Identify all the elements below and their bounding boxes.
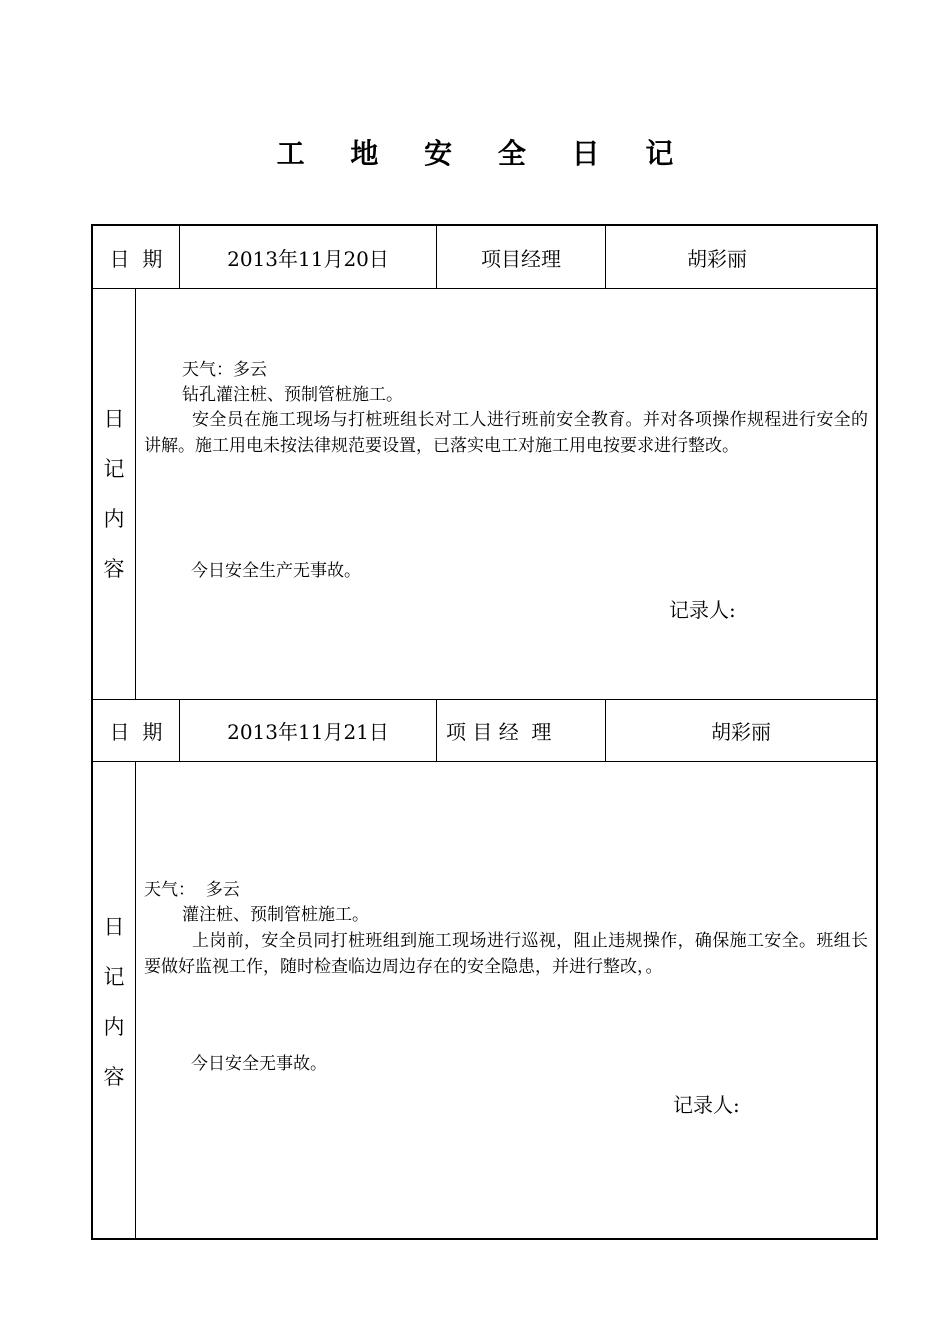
content-label-char: 内	[103, 1015, 125, 1039]
content-label	[93, 394, 135, 594]
content-label-char: 日	[103, 915, 125, 939]
manager-value: 胡彩丽	[711, 719, 771, 744]
work-text: 钻孔灌注桩、预制管桩施工。	[182, 385, 403, 405]
diary-table	[91, 224, 878, 1240]
page-title: 工 地 安 全 日 记	[276, 137, 692, 170]
summary-text: 今日安全生产无事故。	[191, 561, 361, 581]
row-divider	[93, 761, 876, 762]
recorder-label: 记录人:	[669, 598, 736, 622]
col-divider	[436, 699, 437, 761]
content-label-char: 容	[103, 557, 125, 581]
content-label-char: 容	[103, 1065, 125, 1089]
details-text: 安全员在施工现场与打桩班组长对工人进行班前安全教育。并对各项操作规程进行安全的讲解。施工用电未按法律规范要设置，已落实电工对施工用电按要求进行整改。	[144, 410, 868, 456]
summary-text: 今日安全无事故。	[191, 1054, 327, 1074]
content-label-char: 记	[103, 965, 125, 989]
weather-text: 天气：多云	[182, 360, 267, 380]
content-label-char: 内	[103, 507, 125, 531]
date-value: 2013年11月21日	[227, 719, 389, 744]
date-value: 2013年11月20日	[227, 246, 389, 271]
manager-value: 胡彩丽	[687, 246, 747, 271]
content-label	[93, 902, 135, 1102]
recorder-label: 记录人:	[673, 1093, 740, 1117]
manager-label: 项目经理	[481, 246, 561, 271]
content-label-char: 记	[103, 457, 125, 481]
date-label: 日 期	[109, 719, 163, 744]
date-label: 日 期	[109, 246, 163, 271]
col-divider	[135, 288, 136, 699]
weather-text: 天气： 多云	[144, 880, 240, 900]
manager-label: 项 目 经 理	[446, 719, 552, 744]
content-label-char: 日	[103, 407, 125, 431]
row-divider	[93, 288, 876, 289]
col-divider	[135, 761, 136, 1238]
work-text: 灌注桩、预制管桩施工。	[182, 905, 369, 925]
details-text: 上岗前，安全员同打桩班组到施工现场进行巡视，阻止违规操作，确保施工安全。班组长要做好监视工作，随时检查临边周边存在的安全隐患，并进行整改，。	[144, 931, 868, 977]
